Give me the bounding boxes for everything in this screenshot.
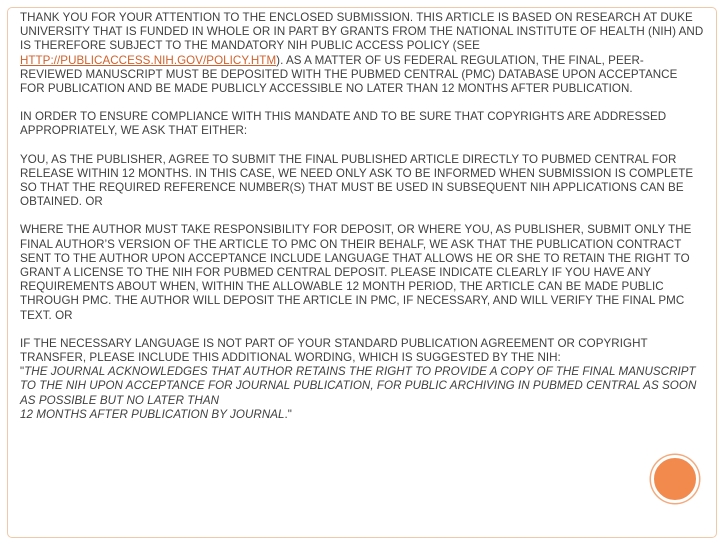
suggested-wording-intro: IF THE NECESSARY LANGUAGE IS NOT PART OF YOUR STANDARD PUBLICATION AGREEMENT OR COPYRIGHT TRANSFER, PLEASE INCLUDE THIS ADDITIONAL WORDING, WHICH IS SUGGESTED BY THE NIH: <box>20 336 648 365</box>
paragraph-publisher-option: YOU, AS THE PUBLISHER, AGREE TO SUBMIT THE FINAL PUBLISHED ARTICLE DIRECTLY TO PUBMED CENTRAL FOR RELEASE WITHIN 12 MONTHS. IN THIS CASE, WE NEED ONLY ASK TO BE INFORMED WHEN SUBMISSION IS COMPLETE SO THAT THE REQUIRED REFERENCE NUMBER(S) THAT MUST BE USED IN SUBSEQUENT NIH APPLICATIONS CAN BE OBTAINED. OR <box>20 152 694 209</box>
decorative-circle-icon <box>651 455 699 503</box>
paragraph-compliance: IN ORDER TO ENSURE COMPLIANCE WITH THIS MANDATE AND TO BE SURE THAT COPYRIGHTS ARE ADDRESSED APPROPRIATELY, WE ASK THAT EITHER: <box>20 110 667 138</box>
paragraph-author-option: WHERE THE AUTHOR MUST TAKE RESPONSIBILITY FOR DEPOSIT, OR WHERE YOU, AS PUBLISHER, SUBMIT ONLY THE FINAL AUTHOR’S VERSION OF THE ARTICLE TO PMC ON THEIR BEHALF, WE ASK THAT THE PUBLICATION CONTRACT SENT TO THE AUTHOR UPON ACCEPTANCE INCLUDE LANGUAGE THAT ALLOWS HE OR SHE TO RETAIN THE RIGHT TO GRANT A LICENSE TO THE NIH FOR PUBMED CENTRAL DEPOSIT. PLEASE INDICATE CLEARLY IF YOU HAVE ANY REQUIREMENTS ABOUT WHEN, WITHIN THE ALLOWABLE 12 MONTH PERIOD, THE ARTICLE CAN BE MADE PUBLIC THROUGH PMC. THE AUTHOR WILL DEPOSIT THE ARTICLE IN PMC, IF NECESSARY, AND WILL VERIFY THE FINAL PMC TEXT. OR <box>20 223 692 322</box>
suggested-wording-quote: THE JOURNAL ACKNOWLEDGES THAT AUTHOR RETAINS THE RIGHT TO PROVIDE A COPY OF THE FINAL MANUSCRIPT TO THE NIH UPON ACCEPTANCE FOR JOURNAL PUBLICATION, FOR PUBLIC ARCHIVING IN PUBMED CENTRAL AS SOON AS POSSIBLE BUT NO LATER THAN <box>20 365 697 407</box>
nih-policy-link[interactable]: HTTP://PUBLICACCESS.NIH.GOV/POLICY.HTM <box>20 53 277 67</box>
paragraph-intro-text: THANK YOU FOR YOUR ATTENTION TO THE ENCLOSED SUBMISSION. THIS ARTICLE IS BASED ON RESEARCH AT DUKE UNIVERSITY THAT IS FUNDED IN WHOLE OR IN PART BY GRANTS FROM THE NATIONAL INSTITUTE OF HEALTH (NIH) AND IS THEREFORE SUBJECT TO THE MANDATORY NIH PUBLIC ACCESS POLICY (SEE <box>20 11 704 53</box>
paragraph-intro-continued: ). AS A MATTER OF US FEDERAL REGULATION, THE FINAL, PEER-REVIEWED MANUSCRIPT MUST BE DEPOSITED WITH THE PUBMED CENTRAL (PMC) DATABASE UPON ACCEPTANCE FOR PUBLICATION AND BE MADE PUBLICLY ACCESSIBLE NO LATER THAN 12 MONTHS AFTER PUBLICATION. <box>20 53 678 96</box>
paragraph-suggested-wording <box>20 337 704 422</box>
paragraph-intro <box>20 11 704 96</box>
slide-body-text <box>20 11 704 436</box>
close-quote: ." <box>284 407 292 421</box>
suggested-wording-quote-end: 12 MONTHS AFTER PUBLICATION BY JOURNAL <box>20 407 285 421</box>
open-quote: " <box>20 365 25 379</box>
